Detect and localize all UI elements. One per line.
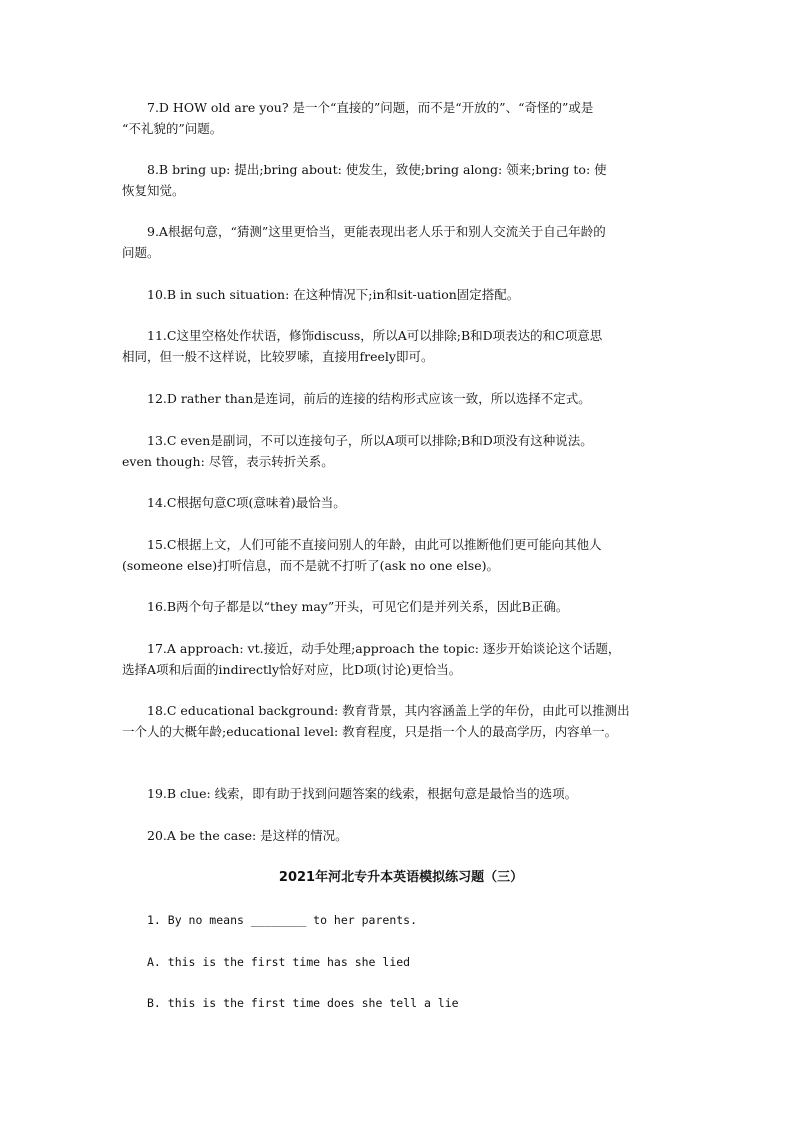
section-heading: 2021年河北专升本英语模拟练习题（三） — [278, 870, 524, 885]
answer-16: 16.B两个句子都是以“they may”开头，可见它们是并列关系，因此B正确。 — [147, 599, 569, 614]
answer-7: 7.D HOW old are you? 是一个“直接的”问题，而不是“开放的”、“奇怪的”或是 “不礼貌的”问题。 — [122, 100, 594, 136]
answer-13: 13.C even是副词，不可以连接句子，所以A项可以排除;B和D项没有这种说法。 even though: 尽管，表示转折关系。 — [122, 433, 593, 469]
answer-10: 10.B in such situation: 在这种情况下;in和sit-uation固定搭配。 — [147, 287, 520, 302]
question-1-option-a: A. this is the first time has she lied — [147, 955, 411, 969]
answer-8: 8.B bring up: 提出;bring about: 使发生，致使;bring along: 领来;bring to: 使 恢复知觉。 — [122, 162, 607, 198]
answer-19: 19.B clue: 线索，即有助于找到问题答案的线索，根据句意是最恰当的选项。 — [147, 786, 578, 801]
question-1: 1. By no means ________ to her parents. — [147, 913, 418, 927]
question-1-option-b: B. this is the first time does she tell a lie — [147, 996, 459, 1010]
answer-11: 11.C这里空格处作状语，修饰discuss，所以A可以排除;B和D项表达的和C项意思 相同，但一般不这样说，比较罗嗦，直接用freely即可。 — [122, 328, 603, 364]
answer-17: 17.A approach: vt.接近，动手处理;approach the topic: 逐步开始谈论这个话题， 选择A项和后面的indirectly恰好对应，比D项(讨论)更恰当。 — [122, 641, 621, 677]
answer-9: 9.A根据句意，“猜测”这里更恰当，更能表现出老人乐于和别人交流关于自己年龄的 问题。 — [122, 224, 606, 260]
answer-15: 15.C根据上文，人们可能不直接问别人的年龄，由此可以推断他们更可能向其他人 (someone else)打听信息，而不是就不打听了(ask no one else)。 — [122, 537, 602, 573]
answer-12: 12.D rather than是连词，前后的连接的结构形式应该一致，所以选择不定式。 — [147, 391, 591, 406]
answer-20: 20.A be the case: 是这样的情况。 — [147, 828, 348, 843]
answer-18: 18.C educational background: 教育背景，其内容涵盖上学的年份，由此可以推测出 一个人的大概年龄;educational level: 教育程度，只是指一个人的最高学历，内容单一。 — [122, 703, 630, 739]
answer-14: 14.C根据句意C项(意味着)最恰当。 — [147, 495, 346, 510]
